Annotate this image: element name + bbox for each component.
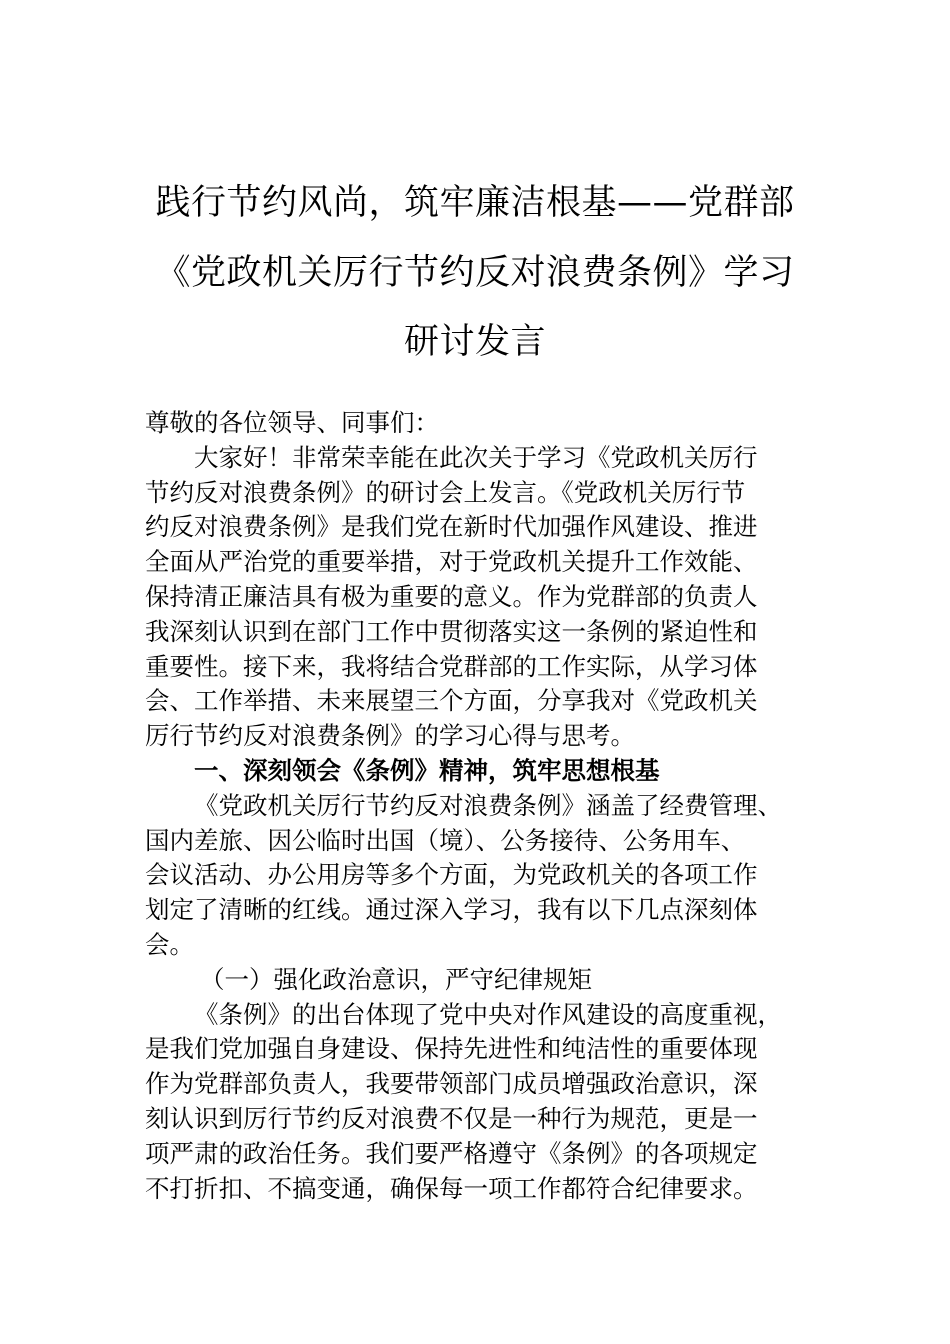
- document-body: [145, 406, 835, 1206]
- paragraph-line: 《条例》的出台体现了党中央对作风建设的高度重视，: [194, 999, 782, 1029]
- section-heading: 一、深刻领会《条例》精神，筑牢思想根基: [194, 755, 660, 785]
- document-title-line-3: 研讨发言: [403, 322, 546, 362]
- paragraph-line: 我深刻认识到在部门工作中贯彻落实这一条例的紧迫性和: [145, 616, 758, 646]
- paragraph-line: 不打折扣、不搞变通，确保每一项工作都符合纪律要求。: [145, 1173, 758, 1203]
- paragraph-line: 刻认识到厉行节约反对浪费不仅是一种行为规范，更是一: [145, 1103, 758, 1133]
- paragraph-line: 全面从严治党的重要举措，对于党政机关提升工作效能、: [145, 547, 758, 577]
- paragraph-line: 约反对浪费条例》是我们党在新时代加强作风建设、推进: [145, 512, 758, 542]
- paragraph-line: 重要性。接下来，我将结合党群部的工作实际，从学习体: [145, 651, 758, 681]
- paragraph-line: 会议活动、办公用房等多个方面，为党政机关的各项工作: [145, 860, 758, 890]
- salutation: 尊敬的各位领导、同事们：: [145, 408, 439, 437]
- paragraph-line: 节约反对浪费条例》的研讨会上发言。《党政机关厉行节: [145, 477, 746, 507]
- subsection-heading: （一）强化政治意识，严守纪律规矩: [200, 964, 592, 994]
- paragraph-line: 厉行节约反对浪费条例》的学习心得与思考。: [145, 721, 635, 751]
- paragraph-line: 是我们党加强自身建设、保持先进性和纯洁性的重要体现: [145, 1034, 758, 1064]
- document-title-line-2: 《党政机关厉行节约反对浪费条例》学习: [155, 253, 795, 293]
- paragraph-line: 会。: [145, 929, 194, 959]
- document-title-line-1: 践行节约风尚，筑牢廉洁根基——党群部: [155, 183, 795, 223]
- paragraph-line: 大家好！非常荣幸能在此次关于学习《党政机关厉行: [194, 442, 758, 472]
- paragraph-line: 《党政机关厉行节约反对浪费条例》涵盖了经费管理、: [194, 790, 782, 820]
- paragraph-line: 项严肃的政治任务。我们要严格遵守《条例》的各项规定: [145, 1138, 758, 1168]
- paragraph-line: 作为党群部负责人，我要带领部门成员增强政治意识，深: [145, 1069, 758, 1099]
- paragraph-line: 国内差旅、因公临时出国（境）、公务接待、公务用车、: [145, 825, 746, 855]
- paragraph-line: 划定了清晰的红线。通过深入学习，我有以下几点深刻体: [145, 895, 758, 925]
- paragraph-line: 保持清正廉洁具有极为重要的意义。作为党群部的负责人: [145, 581, 758, 611]
- paragraph-line: 会、工作举措、未来展望三个方面，分享我对《党政机关: [145, 686, 758, 716]
